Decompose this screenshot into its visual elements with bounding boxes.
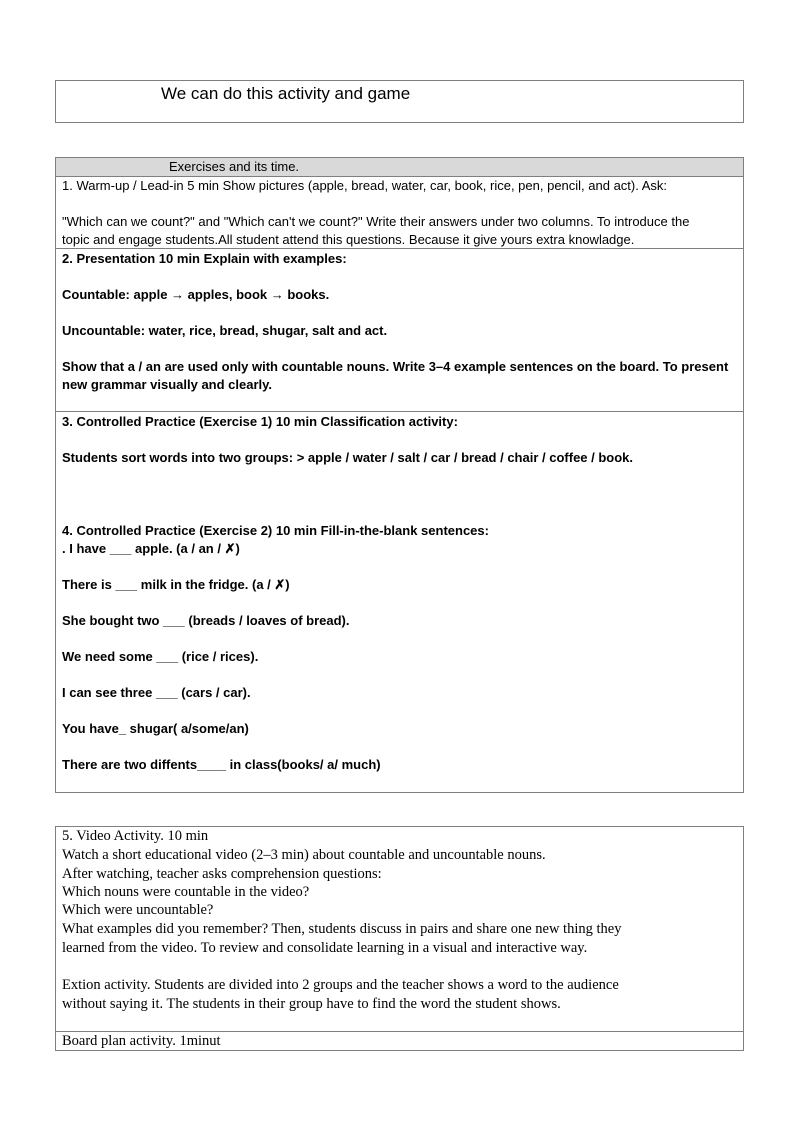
video-line: learned from the video. To review and consolidate learning in a visual and interactive way. [62, 940, 588, 956]
exercise2-item: We need some ___ (rice / rices). [62, 649, 259, 664]
warmup-line-3: topic and engage students.All student attend this questions. Because it give yours extra knowladge. [62, 232, 635, 247]
warmup-line-2: "Which can we count?" and "Which can't we count?" Write their answers under two columns. To introduce the [62, 214, 690, 229]
exercise1-words: Students sort words into two groups: > apple / water / salt / car / bread / chair / coffee / book. [62, 450, 634, 465]
exercise2-item: There is ___ milk in the fridge. (a / ✗) [62, 577, 290, 592]
video-line: without saying it. The students in their group have to find the word the student shows. [62, 996, 561, 1012]
exercise2-item: You have_ shugar( a/some/an) [62, 721, 249, 736]
exercise2-item: . I have ___ apple. (a / an / ✗) [62, 541, 240, 556]
video-line: Which nouns were countable in the video? [62, 884, 310, 900]
uncountable-examples: Uncountable: water, rice, bread, shugar, salt and act. [62, 323, 388, 338]
title-box [55, 80, 744, 123]
board-plan-line: Board plan activity. 1minut [62, 1033, 221, 1049]
exercise2-item: I can see three ___ (cars / car). [62, 685, 251, 700]
video-line: What examples did you remember? Then, students discuss in pairs and share one new thing they [62, 921, 622, 937]
row-divider [56, 248, 743, 249]
title-text: We can do this activity and game [161, 84, 411, 103]
exercise2-heading: 4. Controlled Practice (Exercise 2) 10 min Fill-in-the-blank sentences: [62, 523, 489, 538]
exercise2-item: She bought two ___ (breads / loaves of bread). [62, 613, 350, 628]
exercise2-item: There are two diffents____ in class(books/ a/ much) [62, 757, 381, 772]
table-header [56, 158, 743, 177]
countable-examples: Countable: apple → apples, book → books. [62, 287, 330, 302]
table-header-text: Exercises and its time. [169, 159, 300, 174]
row-divider [56, 1031, 743, 1032]
video-line: Extion activity. Students are divided into 2 groups and the teacher shows a word to the audience [62, 977, 619, 993]
video-line: After watching, teacher asks comprehension questions: [62, 866, 382, 882]
video-line: Which were uncountable? [62, 902, 214, 918]
warmup-line-1: 1. Warm-up / Lead-in 5 min Show pictures (apple, bread, water, car, book, rice, pen, pencil, and act). Ask: [62, 178, 668, 193]
row-divider [56, 411, 743, 412]
video-line: 5. Video Activity. 10 min [62, 828, 209, 844]
video-line: Watch a short educational video (2–3 min) about countable and uncountable nouns. [62, 847, 546, 863]
presentation-note-2: new grammar visually and clearly. [62, 377, 273, 392]
presentation-heading: 2. Presentation 10 min Explain with examples: [62, 251, 347, 266]
exercise1-heading: 3. Controlled Practice (Exercise 1) 10 min Classification activity: [62, 414, 458, 429]
presentation-note-1: Show that a / an are used only with countable nouns. Write 3–4 example sentences on the board. To present [62, 359, 729, 374]
